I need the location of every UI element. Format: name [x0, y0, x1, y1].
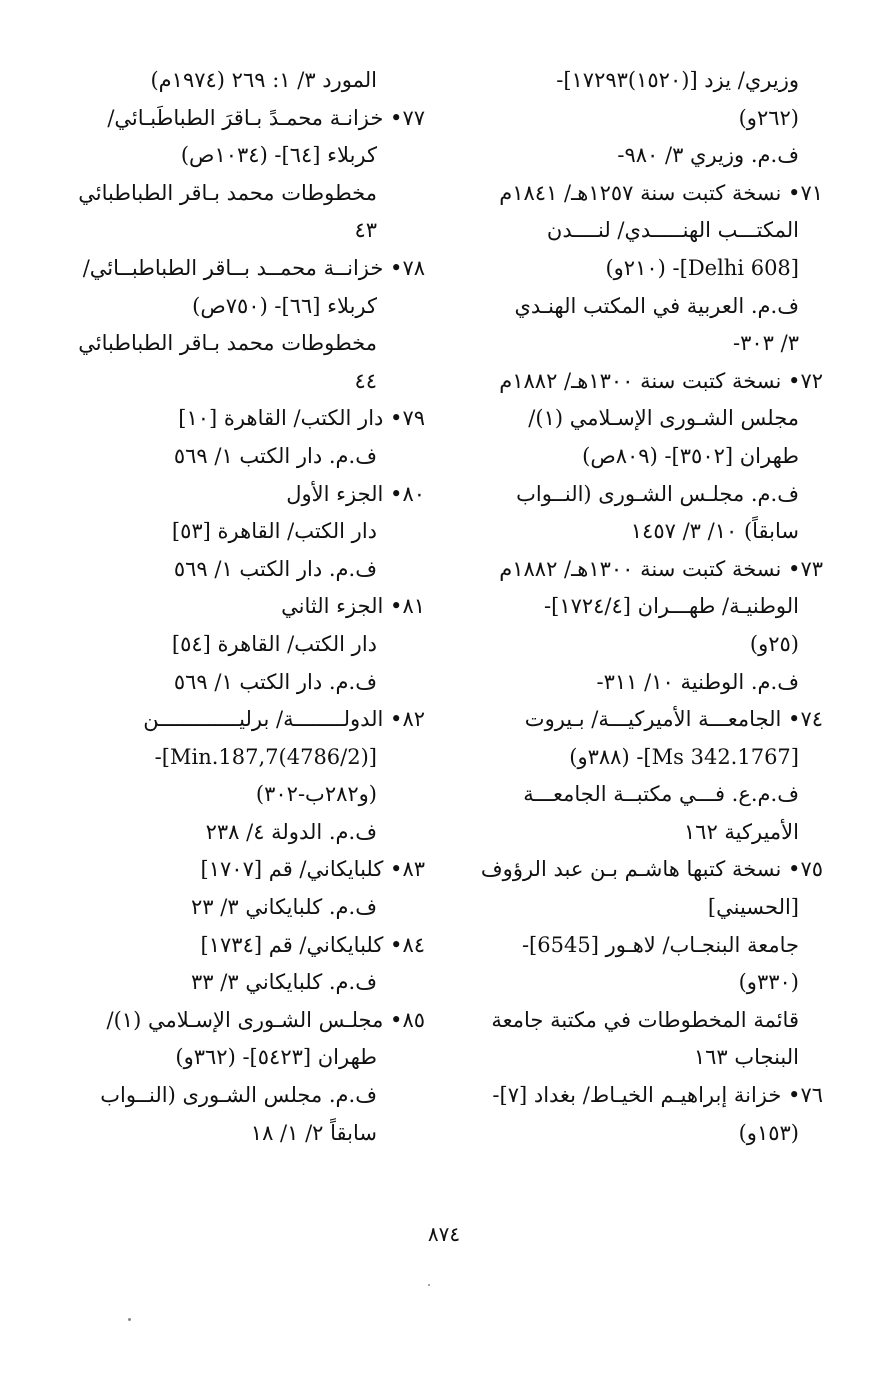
entry-detail-line: ف.م. دار الكتب ١/ ٥٦٩ [173, 556, 377, 581]
entry-heading-line: ٨٠• الجزء الأول [286, 481, 425, 506]
entry-detail-line: الأميركية ١٦٢ [683, 819, 799, 844]
entry-detail-line: [الحسيني] [707, 895, 799, 920]
entry-detail-line: ف.م. العربية في المكتب الهنـدي [514, 293, 799, 318]
entry-detail-line: سابقاً) ١٠/ ٣/ ١٤٥٧ [630, 519, 799, 544]
entry-detail-line: البنجاب ١٦٣ [693, 1045, 799, 1070]
entry-detail-line: جامعة البنجـاب/ لاهـور [6545]- [521, 932, 799, 957]
entry-heading-line: ٨٣• كلبايكاني/ قم [١٧٠٧] [200, 857, 425, 882]
scan-speck [428, 1284, 430, 1286]
entry-detail-line: مخطوطات محمد بـاقر الطباطبائي [78, 331, 377, 356]
entry-heading-line: ٧٩• دار الكتب/ القاهرة [١٠] [178, 406, 425, 431]
entry-heading-line: ٨١• الجزء الثاني [281, 594, 425, 619]
entry-detail-line: (٢٥و) [749, 631, 799, 656]
entry-heading-line: ٧١• نسخة كتبت سنة ١٢٥٧هـ/ ١٨٤١م [499, 180, 823, 205]
entry-detail-line: سابقاً ٢/ ١/ ١٨ [250, 1120, 377, 1145]
entry-detail-line: مخطوطات محمد بـاقر الطباطبائي [78, 180, 377, 205]
entry-detail-line: ف.م. مجلس الشـورى (النــواب [100, 1083, 377, 1108]
entry-detail-line: ف.م. كلبايكاني ٣/ ٢٣ [191, 895, 377, 920]
entry-heading-line: ٨٢• الدولــــــــة/ برليـــــــــــــن [143, 707, 425, 732]
entry-detail-line: (٣٣٠و) [738, 970, 799, 995]
entry-detail-line: (٢٦٢و) [738, 105, 799, 130]
entry-detail-line: قائمة المخطوطات في مكتبة جامعة [491, 1007, 799, 1032]
entry-heading-line: ٧٧• خزانـة محمـدً بـاقرَ الطباطَبـائي/ [107, 105, 425, 130]
entry-detail-line: مجلس الشـورى الإسـلامي (١)/ [528, 406, 799, 431]
entry-detail-line: ف.م. كلبايكاني ٣/ ٣٣ [191, 970, 377, 995]
right-column [455, 62, 823, 1152]
entry-detail-line: دار الكتب/ القاهرة [٥٣] [171, 519, 377, 544]
entry-detail-line: ٣/ ٣٠٣- [733, 331, 799, 356]
entry-heading-line: ٧٢• نسخة كتبت سنة ١٣٠٠هـ/ ١٨٨٢م [499, 368, 823, 393]
entry-detail-line: [Ms 342.1767]- (٣٨٨و) [569, 744, 799, 769]
entry-detail-line: (١٥٣و) [738, 1120, 799, 1145]
entry-detail-line: ف.م.ع. فـــي مكتبــة الجامعـــة [523, 782, 799, 807]
entry-detail-line: ف.م. دار الكتب ١/ ٥٦٩ [173, 669, 377, 694]
entry-detail-line: دار الكتب/ القاهرة [٥٤] [171, 631, 377, 656]
entry-detail-line: كربلاء [٦٦]- (٧٥٠ص) [192, 293, 377, 318]
entry-detail-line: ٤٣ [354, 218, 377, 243]
entry-heading-line: ٨٥• مجلـس الشـورى الإسـلامي (١)/ [106, 1007, 425, 1032]
entry-detail-line: ٤٤ [354, 368, 377, 393]
entry-detail-line: طهران [٣٥٠٢]- (٨٠٩ص) [582, 443, 799, 468]
entry-heading-line: ٧٨• خزانــة محمــد بــاقر الطباطبــائي/ [82, 255, 425, 280]
entry-detail-line: كربلاء [٦٤]- (١٠٣٤ص) [180, 143, 377, 168]
entry-detail-line: ف.م. مجلـس الشـورى (النــواب [516, 481, 799, 506]
entry-heading-line: ٨٤• كلبايكاني/ قم [١٧٣٤] [200, 932, 425, 957]
entry-detail-line: ف.م. الدولة ٤/ ٢٣٨ [205, 819, 377, 844]
entry-detail-line: (و٢٨٢ب-٣٠٢) [255, 782, 377, 807]
page-number: ٨٧٤ [427, 1222, 461, 1246]
entry-heading-line: ٧٥• نسخة كتبها هاشـم بـن عبد الرؤوف [480, 857, 823, 882]
scan-speck [128, 1318, 131, 1321]
entry-detail-line: طهران [٥٤٢٣]- (٣٦٢و) [175, 1045, 377, 1070]
entry-detail-line: [Delhi 608]- (٢١٠و) [605, 255, 799, 280]
entry-detail-line: وزيري/ يزد [(١٥٢٠)١٧٢٩٣]- [556, 68, 799, 92]
entry-heading-line: ٧٣• نسخة كتبت سنة ١٣٠٠هـ/ ١٨٨٢م [499, 556, 823, 581]
entry-detail-line: ف.م. دار الكتب ١/ ٥٦٩ [173, 443, 377, 468]
entry-heading-line: ٧٤• الجامعـــة الأميركيـــة/ بـيروت [524, 707, 823, 732]
entry-detail-line: ف.م. الوطنية ١٠/ ٣١١- [596, 669, 799, 694]
entry-heading-line: ٧٦• خزانة إبراهيـم الخيـاط/ بغداد [٧]- [492, 1083, 823, 1108]
entry-detail-line: المكتـــب الهنـــــدي/ لنــــدن [546, 218, 799, 243]
entry-detail-line: المورد ٣/ ١: ٢٦٩ (١٩٧٤م) [150, 68, 377, 92]
entry-detail-line: الوطنيـة/ طهـــران [١٧٢٤/٤]- [544, 594, 799, 619]
entry-detail-line: [(4786/2)Min.187,7]- [154, 744, 377, 769]
left-column [70, 62, 425, 1152]
entry-detail-line: ف.م. وزيري ٣/ ٩٨٠- [617, 143, 799, 168]
